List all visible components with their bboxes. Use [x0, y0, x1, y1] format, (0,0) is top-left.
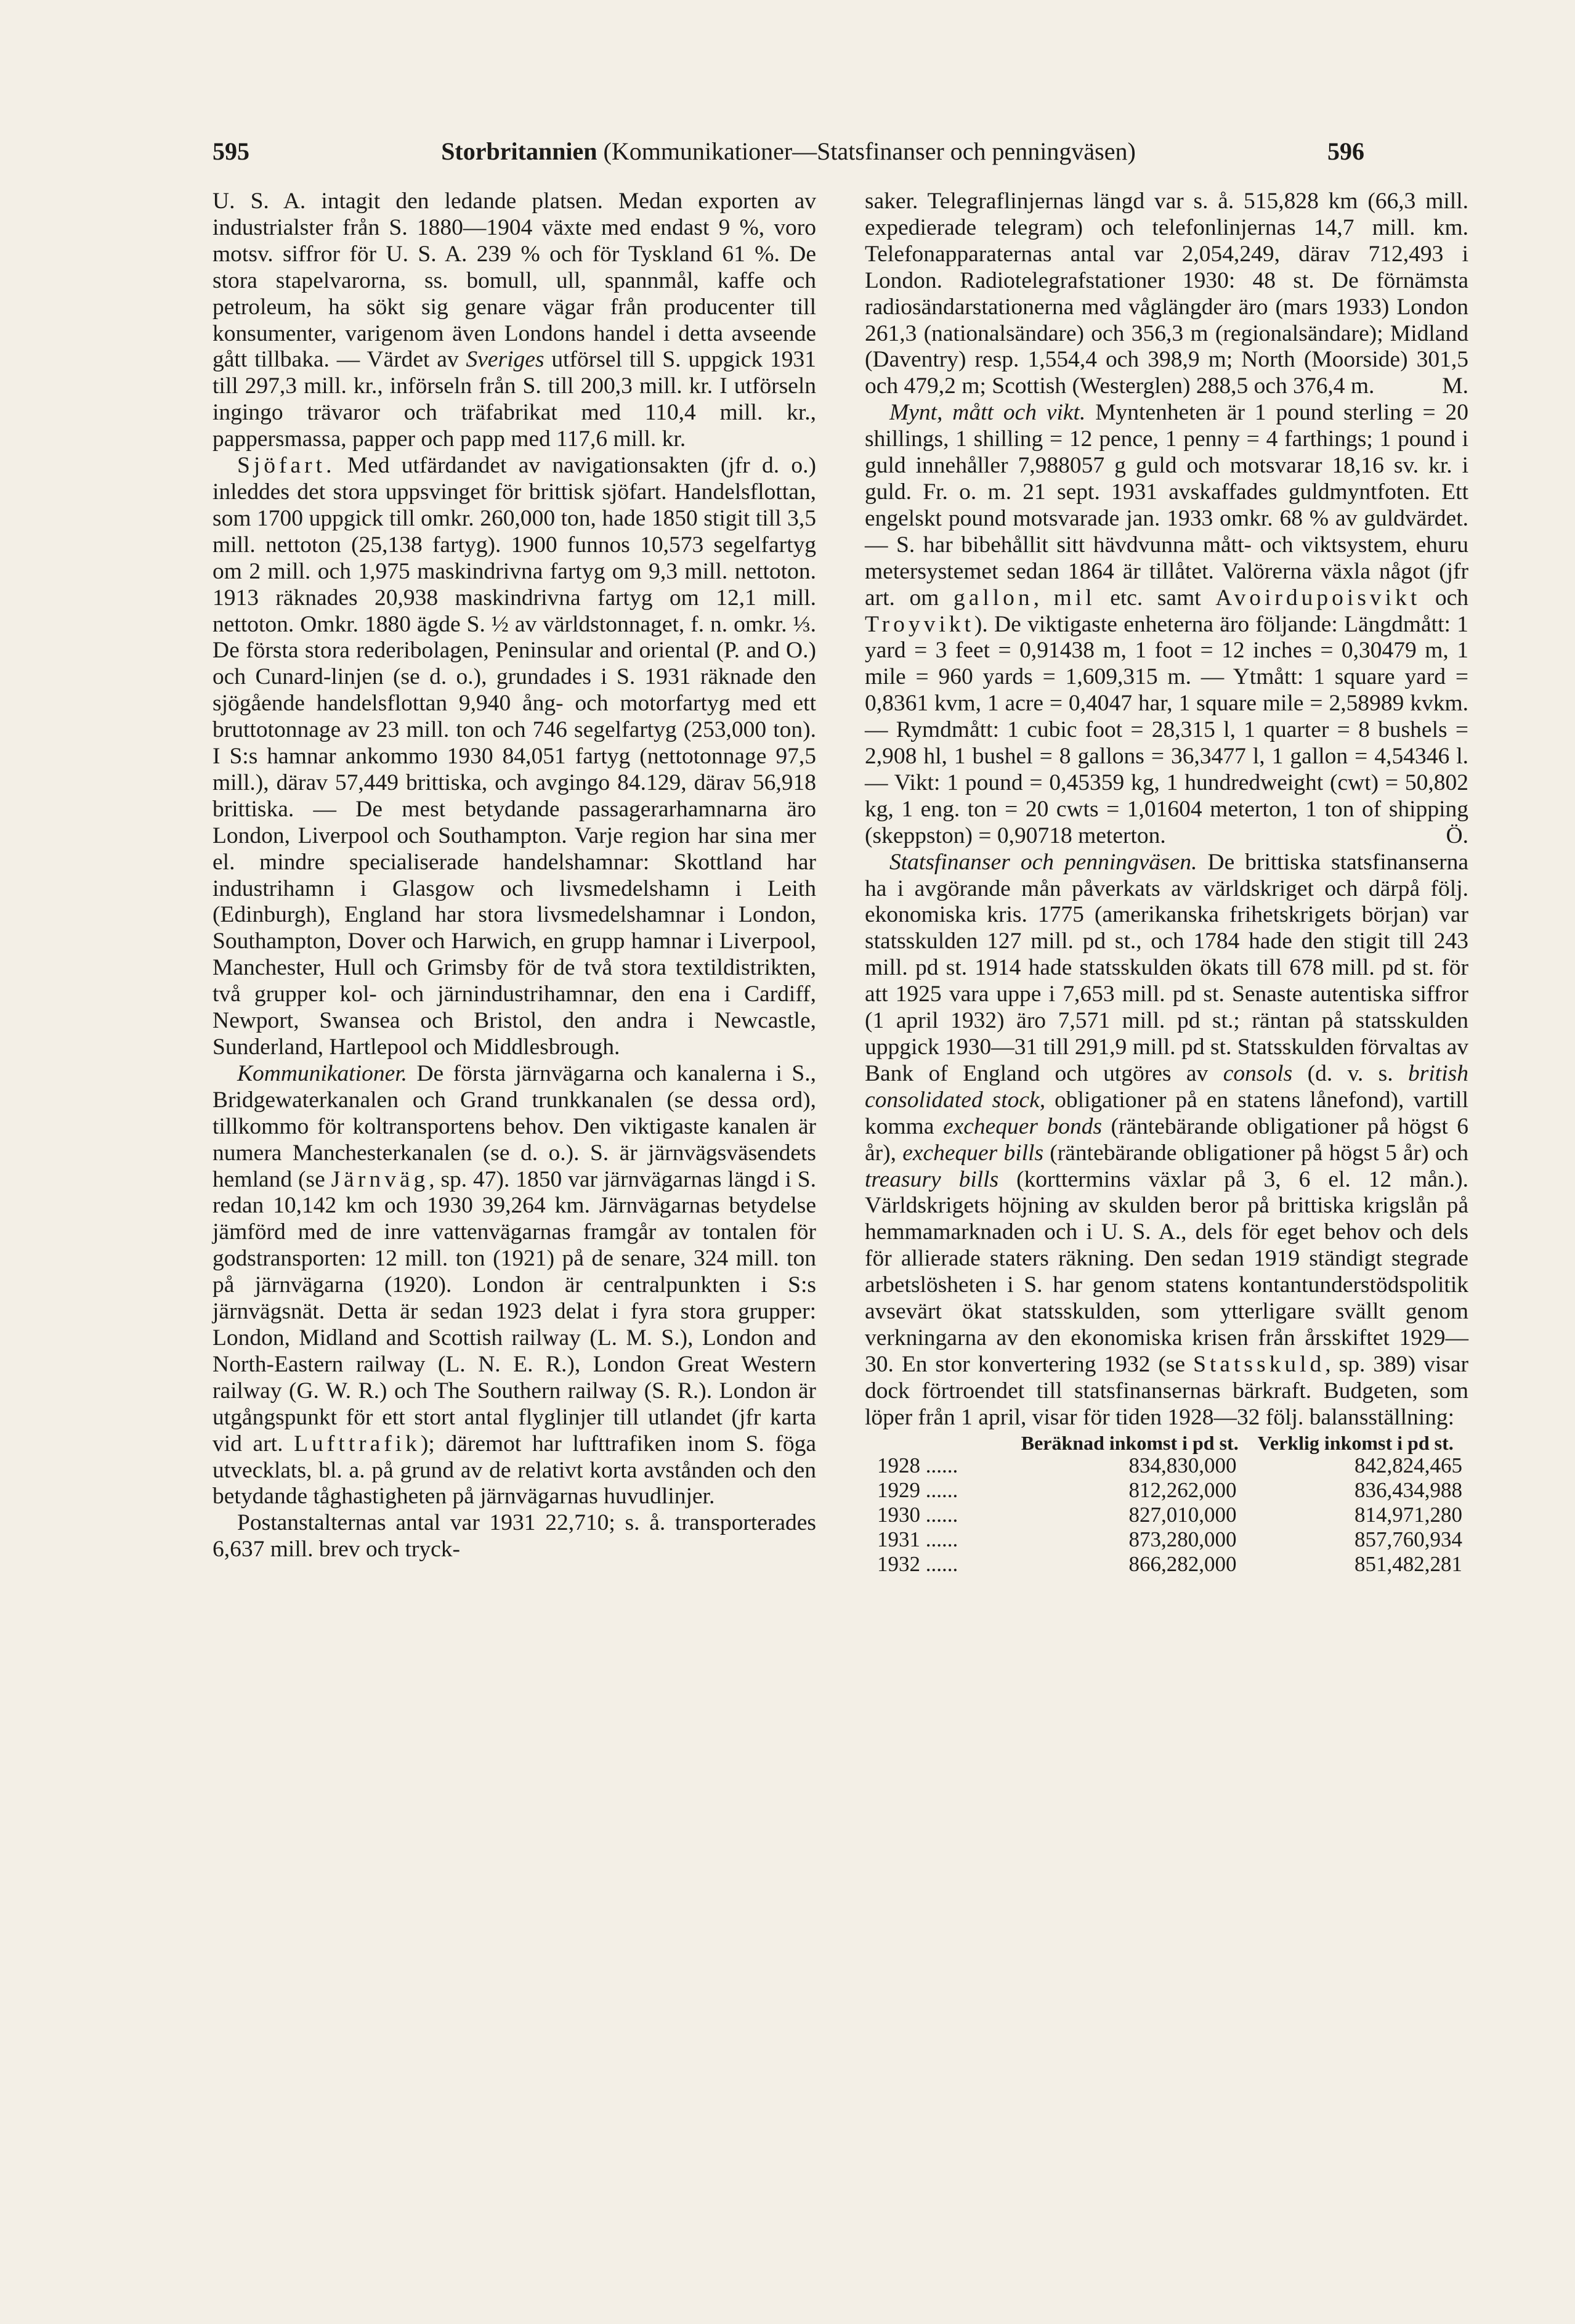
- author-signature: M.: [1442, 373, 1468, 399]
- paragraph-telegraph: saker. Telegraflinjernas längd var s. å. 515,828 km (66,3 mill. expedierade telegram) och telefonlinjernas 14,7 mill. km. Telefonapparaternas antal var 2,054,249, därav 712,493 i London. Radiotelegrafstationer 1930: 48 st. De förnämsta radiosändarstationerna med våglängder äro (mars 1933) London 261,3 (nationalsändare) och 356,3 m (regionalsändare); Midland (Daventry) resp. 1,554,4 och 398,9 m; North (Moorside) 301,5 och 479,2 m; Scottish (Westerglen) 288,5 och 376,4 m. M.: [865, 189, 1468, 399]
- page-number-right: 596: [1327, 137, 1364, 165]
- paragraph-postal: Postanstalternas antal var 1931 22,710; s. å. transporterades 6,637 mill. brev och tryck-: [213, 1510, 816, 1562]
- table-row: 1928 ...... 834,830,000 842,824,465: [877, 1453, 1462, 1477]
- page-number-left: 595: [213, 137, 249, 165]
- left-column: [213, 189, 816, 1563]
- paragraph-communications: Kommunikationer. De första järnvägarna och kanalerna i S., Bridgewaterkanalen och Grand trunkkanalen (se dessa ord), tillkommo för koltransportens behov. Den viktigaste kanalen är numera Manchesterkanalen (se d. o.). S. är järnvägsväsendets hemland (se Järnväg, sp. 47). 1850 var järnvägarnas längd i S. redan 10,142 km och 1930 39,264 km. Järnvägarnas betydelse jämförd med de inre vattenvägarnas framgår av tontalen för godstransporten: 12 mill. ton (1921) på de senare, 324 mill. ton på järnvägarna (1920). London är centralpunkten i S:s järnvägsnät. Detta är sedan 1923 delat i fyra stora grupper: London, Midland and Scottish railway (L. M. S.), London and North-Eastern railway (L. N. E. R.), London Great Western railway (G. W. R.) och The Southern railway (S. R.). London är utgångspunkt för ett stort antal flyglinjer till utlandet (jfr karta vid art. Lufttrafik); däremot har lufttrafiken inom S. föga utvecklats, bl. a. på grund av de relativt korta avstånden och den betydande tåghastigheten på järnvägarnas huvudlinjer.: [213, 1060, 816, 1509]
- author-signature: Ö.: [1446, 823, 1468, 848]
- running-title-rest: (Kommunikationer—Statsfinanser och penningväsen): [597, 137, 1136, 165]
- paragraph-currency-measures: Mynt, mått och vikt. Myntenheten är 1 pound sterling = 20 shillings, 1 shilling = 12 pence, 1 penny = 4 farthings; 1 pound i guld innehåller 7,988057 g guld och motsvarar 18,16 sv. kr. i guld. Fr. o. m. 21 sept. 1931 avskaffades guldmyntfoten. Ett engelskt pound motsvarade jan. 1933 omkr. 68 % av guldvärdet. — S. har bibehållit sitt hävdvunna mått- och viktsystem, ehuru metersystemet sedan 1864 är tillåtet. Valörerna växla något (jfr art. om gallon, mil etc. samt Avoirdupoisvikt och Troyvikt). De viktigaste enheterna äro följande: Längdmått: 1 yard = 3 feet = 0,91438 m, 1 foot = 12 inches = 0,30479 m, 1 mile = 960 yards = 1,609,315 m. — Ytmått: 1 square yard = 0,8361 kvm, 1 acre = 0,4047 har, 1 square mile = 2,58989 kvkm. — Rymdmått: 1 cubic foot = 28,315 l, 1 quarter = 8 bushels = 2,908 hl, 1 bushel = 8 gallons = 36,3477 l, 1 gallon = 4,54346 l. — Vikt: 1 pound = 0,45359 kg, 1 hundredweight (cwt) = 50,802 kg, 1 eng. ton = 20 cwts = 1,01604 meterton, 1 ton of shipping (skeppston) = 0,90718 meterton. Ö.: [865, 400, 1468, 848]
- table-row: 1930 ...... 827,010,000 814,971,280: [877, 1502, 1462, 1527]
- paragraph-finances: Statsfinanser och penningväsen. De brittiska statsfinanserna ha i avgörande mån påverkats av världskriget och därpå följ. ekonomiska kris. 1775 (amerikanska frihetskrigets början) var statsskulden 127 mill. pd st., och 1784 hade den stigit till 243 mill. pd st. 1914 hade statsskulden ökats till 678 mill. pd st. för att 1925 vara uppe i 7,653 mill. pd st. Senaste autentiska siffror (1 april 1932) äro 7,571 mill. pd st.; räntan på statsskulden uppgick 1930—31 till 291,9 mill. pd st. Statsskulden förvaltas av Bank of England och utgöres av consols (d. v. s. british consolidated stock, obligationer på en statens lånefond), vartill komma exchequer bonds (räntebärande obligationer på högst 6 år), exchequer bills (räntebärande obligationer på högst 5 år) och treasury bills (korttermins växlar på 3, 6 el. 12 mån.). Världskrigets höjning av skulden beror på brittiska krigslån på hemmamarknaden och i U. S. A., dels för eget behov och dels för allierade staters räkning. Den sedan 1919 ständigt stegrade arbetslösheten i S. har genom statens kontantunderstödspolitik avsevärt ökat statsskulden, som ytterligare svällt genom verkningarna av den ekonomiska krisen från årsskiftet 1929—30. En stor konvertering 1932 (se Statsskuld, sp. 389) visar dock förtroendet till statsfinansernas bärkraft. Budgeten, som löper från 1 april, visar för tiden 1928—32 följ. balansställning:: [865, 849, 1468, 1430]
- table-row: 1931 ...... 873,280,000 857,760,934: [877, 1527, 1462, 1551]
- running-title: [213, 137, 1364, 166]
- paragraph-shipping: Sjöfart. Med utfärdandet av navigationsakten (jfr d. o.) inleddes det stora uppsvinget för brittisk sjöfart. Handelsflottan, som 1700 uppgick till omkr. 260,000 ton, hade 1850 stigit till 3,5 mill. nettoton (25,138 fartyg). 1900 funnos 10,573 segelfartyg om 2 mill. och 1,975 maskindrivna fartyg om 9,3 mill. nettoton. 1913 räknades 20,938 maskindrivna fartyg om 12,1 mill. nettoton. Omkr. 1880 ägde S. ½ av världstonnaget, f. n. omkr. ⅓. De första stora rederibolagen, Peninsular and oriental (P. and O.) och Cunard-linjen (se d. o.), grundades i S. 1931 räknade den sjögående handelsflottan 9,940 ång- och motorfartyg med ett bruttotonnage av 23 mill. ton och 746 segelfartyg (253,000 ton). I S:s hamnar ankommo 1930 84,051 fartyg (nettotonnage 97,5 mill.), därav 57,449 brittiska, och avgingo 84.129, därav 56,918 brittiska. — De mest betydande passagerarhamnarna äro London, Liverpool och Southampton. Varje region har sina mer el. mindre specialiserade handelshamnar: Skottland har industrihamn i Glasgow och livsmedelshamn i Leith (Edinburgh), England har stora livsmedelshamnar i London, Southampton, Dover och Harwich, en grupp hamnar i Liverpool, Manchester, Hull och Grimsby för de två stora textildistrikten, två grupper kol- och järnindustrihamnar, den ena i Cardiff, Newport, Swansea och Bristol, den andra i Newcastle, Sunderland, Hartlepool och Middlesbrough.: [213, 453, 816, 1060]
- paragraph-trade: U. S. A. intagit den ledande platsen. Medan exporten av industrialster från S. 1880—1904 växte med endast 9 %, voro motsv. siffror för U. S. A. 239 % och för Tyskland 61 %. De stora stapelvarorna, ss. bomull, ull, spannmål, kaffe och petroleum, ha sökt sig genare vägar från producenter till konsumenter, varigenom även Londons handel i detta avseende gått tillbaka. — Värdet av Sveriges utförsel till S. uppgick 1931 till 297,3 mill. kr., införseln från S. till 200,3 mill. kr. I utförseln ingingo trävaror och träfabrikat med 110,4 mill. kr., pappersmassa, papper och papp med 117,6 mill. kr.: [213, 189, 816, 452]
- running-title-bold: Storbritannien: [441, 137, 597, 165]
- budget-table: [865, 1432, 1468, 1577]
- column-header-actual: Verklig inkomst i pd st.: [1257, 1431, 1454, 1454]
- right-column: [865, 189, 1468, 1577]
- table-row: 1929 ...... 812,262,000 836,434,988: [877, 1477, 1462, 1502]
- table-row: 1932 ...... 866,282,000 851,482,281: [877, 1551, 1462, 1576]
- column-header-estimated: Beräknad inkomst i pd st.: [1021, 1431, 1239, 1454]
- page-header: [213, 137, 1364, 174]
